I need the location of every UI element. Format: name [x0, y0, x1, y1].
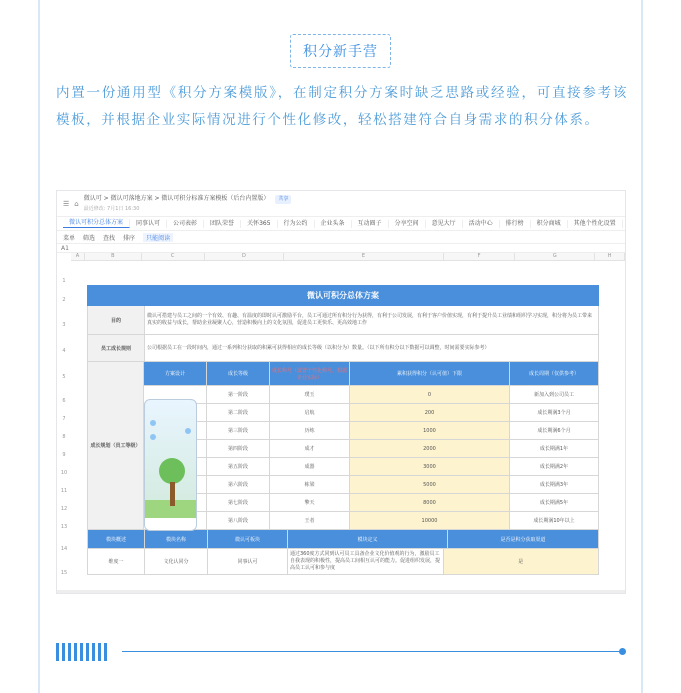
growth-header-cell[interactable]: 成长周期（仅供参考）	[510, 362, 599, 385]
bottom-header-row	[87, 530, 599, 549]
updated-time: 最近修改: 7月1日 16:30	[83, 205, 140, 212]
rule-label: 员工成长规则	[88, 335, 145, 361]
row-number[interactable]: 4	[62, 348, 66, 354]
spreadsheet-screenshot	[56, 190, 626, 594]
toolbar-item[interactable]: 查找	[103, 234, 116, 242]
breadcrumb	[84, 194, 292, 214]
bottom-cell-e[interactable]: 是	[444, 549, 600, 574]
period-cell[interactable]: 成长期满1年	[510, 440, 599, 457]
bottom-header-cell[interactable]: 模块定义	[288, 530, 448, 548]
sheet-tab[interactable]: 行为公约	[278, 220, 315, 228]
level-cell[interactable]: 第一阶段	[207, 386, 270, 403]
bottom-header-cell[interactable]: 模块名称	[145, 530, 208, 548]
title-cell[interactable]: 璞玉	[270, 386, 350, 403]
sheet-tab[interactable]: 企业头条	[315, 220, 352, 228]
title-wrap	[0, 34, 681, 68]
points-cell[interactable]: 2000	[350, 440, 510, 457]
sheet-tab[interactable]: 积分商城	[531, 220, 568, 228]
row-number[interactable]: 10	[60, 470, 68, 476]
breadcrumb-text[interactable]: 微认可 > 微认可落地方案 > 微认可积分标准方案模板（后台内置版）	[83, 194, 270, 202]
growth-row	[144, 512, 599, 530]
points-cell[interactable]: 10000	[350, 512, 510, 529]
bottom-cell-a[interactable]: 维度一	[88, 549, 145, 574]
row-number[interactable]: 14	[60, 546, 68, 552]
level-cell[interactable]: 第六阶段	[207, 476, 270, 493]
sheet-tab[interactable]: 公司表彰	[167, 220, 204, 228]
row-number[interactable]: 3	[62, 322, 66, 328]
row-number[interactable]: 13	[60, 524, 68, 530]
period-cell[interactable]: 成长期满10年以上	[510, 512, 599, 529]
title-cell[interactable]: 擎天	[270, 494, 350, 511]
toolbar-item[interactable]: 筛选	[83, 234, 96, 242]
period-cell[interactable]: 成长期满3年	[510, 476, 599, 493]
column-letter[interactable]: G	[515, 253, 595, 260]
level-cell[interactable]: 第二阶段	[207, 404, 270, 421]
toolbar-item[interactable]: 菜单	[63, 234, 76, 242]
goal-row	[87, 306, 599, 335]
bottom-header-cell[interactable]: 模块概述	[88, 530, 145, 548]
sheet-tab[interactable]: 活动中心	[463, 220, 500, 228]
growth-header-cell[interactable]: 成长称号（设置个性化称号，根据企业实际）	[270, 362, 350, 385]
growth-label: 成长规划（员工等级）	[87, 362, 144, 530]
title-cell[interactable]: 成器	[270, 458, 350, 475]
points-cell[interactable]: 3000	[350, 458, 510, 475]
sheet-tab[interactable]: 其他个性化设置	[568, 220, 623, 228]
title-cell[interactable]: 启航	[270, 404, 350, 421]
rule-text[interactable]: 公司根据员工在一段时间内，通过一系列积分获取的积累可获得相应的成长等级（以积分为）数量。（以下所有积分以下数据可以调整，时间需要实际参考）	[145, 335, 599, 361]
bottom-row	[87, 549, 599, 575]
column-letter[interactable]: E	[284, 253, 443, 260]
sheet-tab[interactable]: 排行榜	[500, 220, 531, 228]
column-letter[interactable]: C	[142, 253, 205, 260]
sheet-title[interactable]: 微认可积分总体方案	[87, 285, 599, 306]
row-number[interactable]: 9	[62, 452, 66, 458]
goal-label: 目的	[88, 306, 145, 334]
bottom-cell-c[interactable]: 同事认可	[208, 549, 288, 574]
tree-trunk	[170, 482, 175, 506]
column-letter[interactable]: D	[205, 253, 285, 260]
growth-row	[144, 494, 599, 512]
column-letter[interactable]: H	[595, 253, 625, 260]
toolbar	[57, 231, 625, 244]
footer-stripes	[56, 643, 107, 661]
horizontal-scrollbar[interactable]	[57, 590, 625, 593]
growth-header-cell[interactable]: 累积获得积分（认可值）下限	[350, 362, 510, 385]
period-cell[interactable]: 成长期满3个月	[510, 404, 599, 421]
row-number[interactable]: 11	[60, 488, 68, 494]
level-cell[interactable]: 第八阶段	[207, 512, 270, 529]
bottom-header-cell[interactable]: 是否是积分获取渠道	[448, 530, 599, 548]
period-cell[interactable]: 成长期满5年	[510, 494, 599, 511]
period-cell[interactable]: 成长期满2年	[510, 458, 599, 475]
intro-text: 内置一份通用型《积分方案模版》，在制定积分方案时缺乏思路或经验，可直接参考该模板，并根据企业实际情况进行个性化修改，轻松搭建符合自身需求的积分体系。	[56, 85, 628, 128]
mobile-app-preview	[144, 399, 197, 531]
column-header	[71, 253, 625, 261]
title-cell[interactable]: 王者	[270, 512, 350, 529]
growth-row	[144, 440, 599, 458]
level-cell[interactable]: 第三阶段	[207, 422, 270, 439]
row-number[interactable]: 2	[62, 297, 66, 303]
sheet-tab[interactable]: 同事认可	[130, 220, 167, 228]
row-number[interactable]: 15	[60, 570, 68, 576]
cell-reference[interactable]: A1	[57, 244, 625, 253]
bottom-cell-d[interactable]: 通过360度方式同到认可员工具备企业文化价值观的行为，激励员工自我表现的积极性，提高员工间相互认可的能力。促进组织发展，提高员工认可和参与度	[288, 549, 444, 574]
sheet-tab[interactable]: 关怀365	[241, 220, 277, 228]
menu-icon[interactable]: ☰	[63, 199, 70, 208]
footer-line	[122, 651, 620, 652]
bottom-cell-b[interactable]: 文化认同分	[145, 549, 208, 574]
column-letter[interactable]: F	[444, 253, 516, 260]
growth-row	[144, 476, 599, 494]
sheet-tab[interactable]: 微认可积分总体方案	[63, 219, 130, 228]
sheet-tab[interactable]: 分享空间	[389, 220, 426, 228]
period-cell[interactable]: 成长期满6个月	[510, 422, 599, 439]
points-cell[interactable]: 1000	[350, 422, 510, 439]
footer-dot	[619, 648, 626, 655]
growth-header-cell[interactable]: 成长等级	[207, 362, 270, 385]
growth-header-cell[interactable]: 方案设计	[144, 362, 207, 385]
bottom-header-cell[interactable]: 微认可板块	[208, 530, 288, 548]
row-number[interactable]: 1	[62, 278, 66, 284]
row-number[interactable]: 8	[62, 434, 66, 440]
toolbar-item[interactable]: 只能阅读	[143, 233, 173, 242]
title-cell[interactable]: 成才	[270, 440, 350, 457]
points-cell[interactable]: 0	[350, 386, 510, 403]
growth-row	[144, 458, 599, 476]
column-letter[interactable]: A	[71, 253, 85, 260]
phone-dot	[150, 420, 156, 426]
toolbar-item[interactable]: 排序	[123, 234, 136, 242]
share-badge: 共享	[275, 195, 291, 204]
level-cell[interactable]: 第四阶段	[207, 440, 270, 457]
row-number[interactable]: 12	[60, 506, 68, 512]
points-cell[interactable]: 5000	[350, 476, 510, 493]
row-number[interactable]: 6	[62, 398, 66, 404]
title-cell[interactable]: 栋梁	[270, 476, 350, 493]
points-cell[interactable]: 200	[350, 404, 510, 421]
points-cell[interactable]: 8000	[350, 494, 510, 511]
row-number[interactable]: 5	[62, 374, 66, 380]
level-cell[interactable]: 第七阶段	[207, 494, 270, 511]
growth-row	[144, 386, 599, 404]
level-cell[interactable]: 第五阶段	[207, 458, 270, 475]
rule-row	[87, 335, 599, 362]
sheet-tab[interactable]: 团队荣誉	[204, 220, 241, 228]
growth-row	[144, 404, 599, 422]
section-title: 积分新手营	[290, 34, 391, 68]
phone-tabbar	[145, 518, 196, 530]
phone-dot	[150, 434, 156, 440]
phone-dot	[185, 428, 191, 434]
right-frame-line	[641, 0, 643, 693]
growth-row	[144, 422, 599, 440]
sheet-tab[interactable]: 互动圈子	[352, 220, 389, 228]
left-frame-line	[38, 0, 40, 693]
home-icon[interactable]: ⌂	[74, 199, 79, 208]
goal-text[interactable]: 微认可搭建与员工之间的一个有效、有趣、有温度的即时认可激励平台，员工可通过所有积分行为获得，有利于公司发展，有利于客户价值实现，有利于提升员工业绩和组织学习实现，积分将为员工带来真实的收益与成长，帮助企业凝聚人心，营造积极向上的文化氛围，促进员工更快乐、更高效地工作	[145, 306, 599, 334]
row-number[interactable]: 7	[62, 416, 66, 422]
growth-header-row	[144, 362, 599, 386]
sheet-tabs	[57, 217, 625, 231]
doc-header	[57, 191, 625, 217]
column-letter[interactable]: B	[85, 253, 142, 260]
growth-table	[144, 362, 599, 530]
tree-illustration	[159, 458, 185, 484]
period-cell[interactable]: 新加入到公司员工	[510, 386, 599, 403]
title-cell[interactable]: 历练	[270, 422, 350, 439]
sheet-tab[interactable]: 意见大厅	[426, 220, 463, 228]
